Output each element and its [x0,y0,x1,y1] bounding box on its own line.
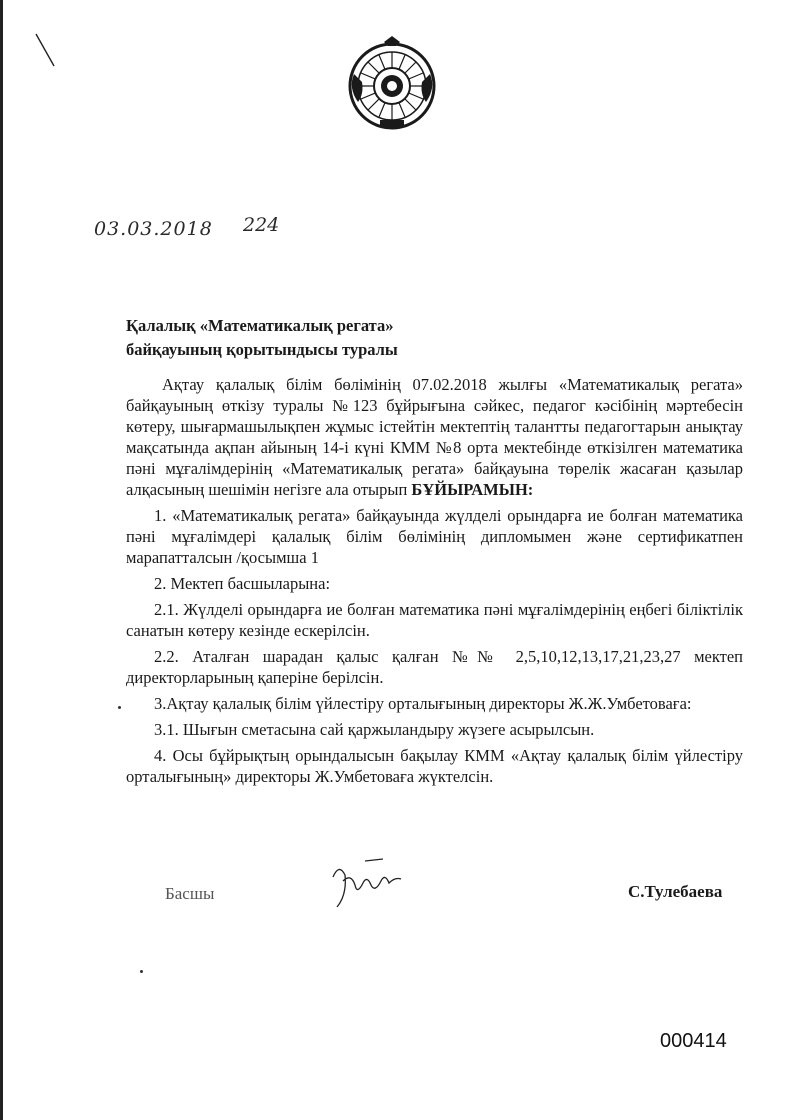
intro-text: Ақтау қалалық білім бөлімінің 07.02.2018 жылғы «Математикалық регата» байқауының өткізу туралы №123 бұйрығына сәйкес, педагог кәсібінің мәртебесін көтеру, шығармашылықпен жұмыс істейтін мектептің талантты педагогтарын анықтау мақсатында ақпан айының 14-і күні КММ №8 орта мектебінде өткізілген математика пәні мұғалімдерінің «Математикалық регата» байқауына төрелік жасаған қазылар алқасының шешімін негізге ала отырып [126,375,743,499]
order-item-1: 1. «Математикалық регата» байқауында жүлделі орындарға ие болған математика пәні мұғалімдері қалалық білім бөлімінің дипломымен және сертификатпен марапатталсын /қосымша 1 [126,506,743,567]
scan-edge [0,0,3,1120]
order-item-2-2: 2.2. Аталған шарадан қалыс қалған №№ 2,5,10,12,13,17,21,23,27 мектеп директорларының қаперіне берілсін. [126,647,743,687]
kazakhstan-state-emblem-icon [344,36,440,132]
handwritten-signature [325,855,415,915]
order-item-3-1: 3.1. Шығын сметасына сай қаржыландыру жүзеге асырылсын. [154,720,595,739]
order-item-3: 3.Ақтау қалалық білім үйлестіру орталығының директоры Ж.Ж.Умбетоваға: [154,694,692,713]
order-item-4: 4. Осы бұйрықтың орындалысын бақылау КММ «Ақтау қалалық білім үйлестіру орталығының» директоры Ж.Умбетоваға жүктелсін. [126,746,743,786]
title-line-1: Қалалық «Математикалық регата» [126,316,394,335]
document-serial-number: 000414 [660,1030,727,1052]
handwritten-order-number: 224 [243,214,280,236]
scan-speck [118,706,121,709]
signer-name: С.Тулебаева [628,882,723,901]
scan-speck [140,970,143,973]
order-item-2: 2. Мектеп басшыларына: [154,574,331,593]
signature-label: Басшы [165,884,215,903]
document-body [126,374,743,787]
order-item-2-1: 2.1. Жүлделі орындарға ие болған математика пәні мұғалімдерінің еңбегі біліктілік санатын көтеру кезінде ескерілсін. [126,600,743,640]
title-line-2: байқауының қорытындысы туралы [126,340,398,359]
intro-paragraph [126,374,743,500]
order-word: БҰЙЫРАМЫН: [411,480,534,499]
handwritten-date: 03.03.2018 [94,218,213,240]
document-title [126,314,398,362]
stray-pen-mark [30,30,60,70]
